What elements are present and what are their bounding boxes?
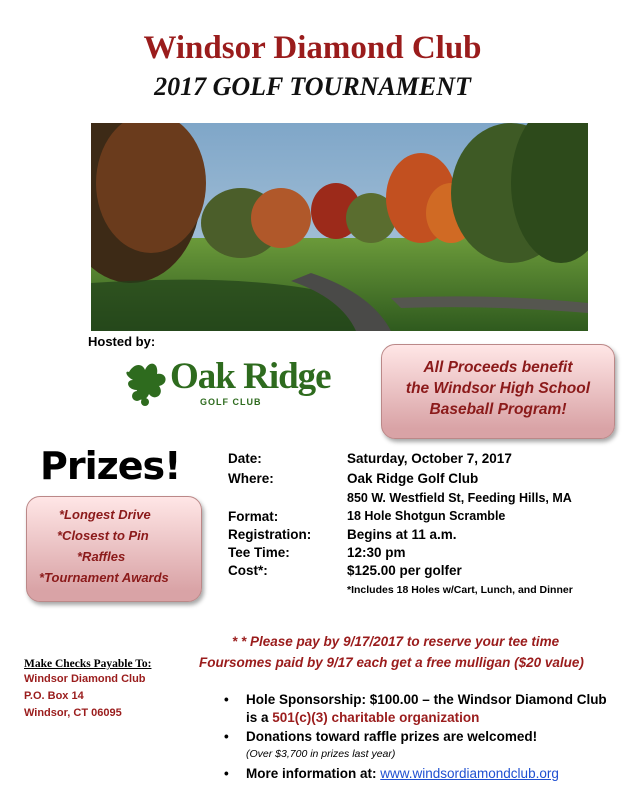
sponsorship-line-1: Hole Sponsorship: $100.00 – the Windsor Diamond Club [246, 692, 607, 707]
bullet-icon: • [224, 729, 229, 744]
tee-time-value: 12:30 pm [347, 545, 406, 560]
cost-note: *Includes 18 Holes w/Cart, Lunch, and Dinner [347, 584, 573, 596]
checks-payee: Windsor Diamond Club [24, 673, 146, 685]
date-label: Date: [228, 451, 262, 466]
checks-heading: Make Checks Payable To: [24, 658, 152, 670]
golf-course-photo [91, 123, 588, 331]
donations-note: (Over $3,700 in prizes last year) [246, 748, 396, 760]
where-label: Where: [228, 471, 274, 486]
sponsorship-prefix: is a [246, 710, 273, 725]
bullet-icon: • [224, 692, 229, 707]
logo-subtitle: GOLF CLUB [200, 397, 262, 407]
address-value: 850 W. Westfield St, Feeding Hills, MA [347, 491, 572, 505]
sponsorship-line-2 [246, 710, 479, 725]
prizes-heading: Prizes! [40, 444, 181, 488]
page-title: Windsor Diamond Club [143, 30, 482, 66]
more-info-line [246, 766, 559, 781]
cost-value: $125.00 per golfer [347, 563, 462, 578]
hosted-by-label: Hosted by: [88, 334, 156, 349]
oak-leaf-icon [123, 352, 173, 410]
registration-value: Begins at 11 a.m. [347, 527, 457, 542]
registration-label: Registration: [228, 527, 312, 542]
cost-label: Cost*: [228, 563, 268, 578]
prize-item: *Closest to Pin [57, 528, 149, 543]
format-value: 18 Hole Shotgun Scramble [347, 509, 506, 523]
prize-item: *Tournament Awards [39, 570, 169, 585]
date-value: Saturday, October 7, 2017 [347, 451, 512, 466]
prizes-callout [26, 496, 202, 602]
more-info-label: More information at: [246, 766, 381, 781]
website-link[interactable]: www.windsordiamondclub.org [380, 766, 559, 781]
checks-city: Windsor, CT 06095 [24, 707, 122, 719]
payment-deadline: * * Please pay by 9/17/2017 to reserve your tee time [232, 634, 560, 649]
charity-status: 501(c)(3) charitable organization [272, 710, 480, 725]
where-value: Oak Ridge Golf Club [347, 471, 479, 486]
page-subtitle: 2017 GOLF TOURNAMENT [154, 72, 471, 101]
proceeds-line-2: the Windsor High School [405, 380, 591, 397]
proceeds-line-3: Baseball Program! [429, 401, 567, 418]
checks-po-box: P.O. Box 14 [24, 690, 84, 702]
donations-line: Donations toward raffle prizes are welcomed! [246, 729, 538, 744]
logo-name: Oak Ridge [170, 356, 331, 397]
format-label: Format: [228, 509, 279, 524]
proceeds-line-1: All Proceeds benefit [423, 359, 573, 376]
prize-item: *Longest Drive [59, 507, 151, 522]
prize-item: *Raffles [77, 549, 126, 564]
bullet-icon: • [224, 766, 229, 781]
tee-time-label: Tee Time: [228, 545, 290, 560]
proceeds-callout [381, 344, 615, 439]
mulligan-offer: Foursomes paid by 9/17 each get a free mulligan ($20 value) [199, 655, 584, 670]
